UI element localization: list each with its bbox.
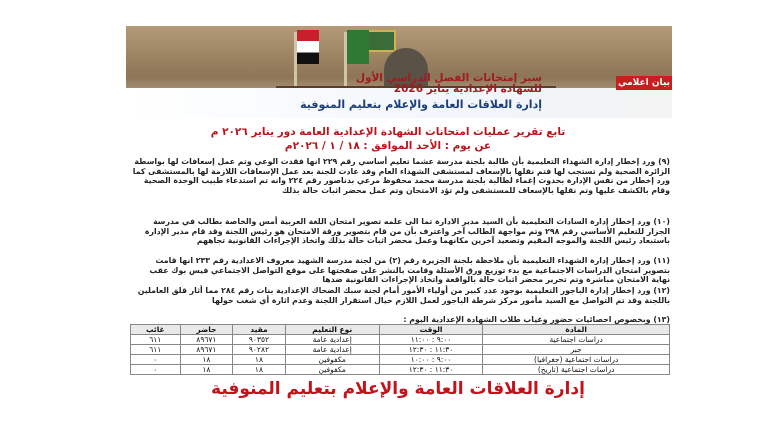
- table-cell: ٦١١: [131, 345, 181, 355]
- egypt-flag-icon: [297, 30, 319, 64]
- report-title: تابع تقرير عمليات امتحانات الشهادة الإعدادية العامة دور يناير ٢٠٢٦ م: [210, 126, 566, 138]
- news-document: [108, 26, 674, 424]
- banner-line-1: سير إمتحانات الفصل الدراسي الأول: [355, 72, 542, 84]
- table-cell: ١٨: [233, 355, 286, 365]
- green-flag-icon: [347, 30, 369, 64]
- attendance-table: [130, 324, 670, 375]
- paragraph-12: (١٢) ورد إخطار إدارة الباجور التعليمية بوجود عدد كبير من أولياء الأمور أمام لجنة سبك الضحاك الإعدادية بنات رقم ٢٨٤ مما أثار قلق العاملين باللجنة وقد تم التواصل مع السيد مأمور مركز شرطة الباجور لعمل اللازم حيال استقرار اللجنة وعدم اثارة أي شغب حولها: [137, 286, 670, 305]
- table-cell: إعدادية عامة: [285, 335, 379, 345]
- table-cell: ١٨: [180, 355, 233, 365]
- report-date: عن يوم : الأحد الموافق : ١٨ / ١ / ٢٠٢٦م: [284, 140, 492, 152]
- paragraph-11: (١١) ورد إخطار إدارة الشهداء التعليمية بأن ملاحظة بلجنة الجزيرة رقم (٢) من لجنة مدرسة الشهيد معروف الاعدادية رقم ٢٣٣ انها قامت بتصوير امتحان الدراسات الاجتماعية مع بدء توزيع ورق الأسئلة وقامت بالنشر على صفحتها على موقع التواصل الاجتماعي فيس بوك عقب نهاية الامتحان مباشرة وتم تحرير محضر اثبات حالة بالواقعة واتخاذ الإجراءات القانونية ضدها: [149, 256, 670, 285]
- table-cell: ٠: [131, 355, 181, 365]
- banner-line-2: للشهادة الإعدادية يناير 2026: [393, 83, 542, 95]
- table-cell: دراسات اجتماعية: [483, 335, 670, 345]
- table-header: مقيد: [233, 325, 286, 335]
- table-row: [131, 345, 670, 355]
- table-cell: ٩:٠٠ : ١١:٠٠: [379, 335, 483, 345]
- paragraph-9: (٩) ورد إخطار إدارة الشهداء التعليمية بأن طالبة بلجنة مدرسة عشما تعليم أساسي رقم ٢٢٩ انها فقدت الوعي وتم عمل إسعافات لها بواسطة الزائرة الصحية ولم تستجب لها فتم نقلها بالإسعاف لمستشفى الشهداء العام وقد عادت للجنة بعد عمل الإسعافات اللازمة لها بالمستشفى كما ورد إخطار من نفس الإدارة بحدوث إغماء لطالبة بلجنة مدرسة محمد محفوظ مرعي بدناصور رقم ٢٢٤ وانه تم استدعاء طبيب الوحدة الصحية وقام بالكشف عليها وتم نقلها بالإسعاف للمستشفى ولم تؤد الامتحان وتم عمل محضر اثبات حالة بذلك: [132, 157, 670, 195]
- paragraph-10: (١٠) ورد إخطار إدارة السادات التعليمية بأن السيد مدير الادارة تما الى علمه تصوير امتحان اللغة العربية أمس والخاصة بطالب في مدرسة الجزار للتعليم الأساسي رقم ٢٩٨ وتم مواجهة الطالب آخر واعترف بأن من قام بتصوير ورقة الامتحان هو رئيس اللجنة وقد قام مدير الإدارة باستبعاد رئيس اللجنة والموجه المقيم وتصعيد آخرين مكانهما وعمل محضر اثبات حالة بذلك واتخاذ الإجراءات القانونية تجاههم: [144, 217, 670, 246]
- table-cell: ١١:٣٠ : ١٢:٣٠: [379, 365, 483, 375]
- table-header: المادة: [483, 325, 670, 335]
- table-header-row: [131, 325, 670, 335]
- table-cell: دراسات اجتماعية (تاريخ): [483, 365, 670, 375]
- table-cell: ٦١١: [131, 335, 181, 345]
- table-cell: جبر: [483, 345, 670, 355]
- table-header: نوع التعليم: [285, 325, 379, 335]
- table-row: [131, 335, 670, 345]
- table-header: الوقت: [379, 325, 483, 335]
- table-cell: ١١:٣٠ : ١٢:٣٠: [379, 345, 483, 355]
- table-row: [131, 355, 670, 365]
- header-banner-photo: [126, 26, 672, 118]
- paragraph-13: (١٣) وبخصوص احصائيات حضور وغياب طلاب الشهادة الإعدادية اليوم :: [403, 315, 670, 324]
- table-cell: ٨٩٦٧١: [180, 345, 233, 355]
- table-header: حاضر: [180, 325, 233, 335]
- footer-department-name: إدارة العلاقات العامة والإعلام بتعليم المنوفية: [211, 379, 585, 399]
- wall-emblem: [366, 30, 396, 52]
- table-cell: ٩٠٢٨٢: [233, 345, 286, 355]
- table-cell: ١٨: [233, 365, 286, 375]
- table-cell: ١٨: [180, 365, 233, 375]
- table-header: غائب: [131, 325, 181, 335]
- table-cell: ٩٠٣٥٢: [233, 335, 286, 345]
- table-cell: إعدادية عامة: [285, 345, 379, 355]
- table-cell: مكفوفين: [285, 355, 379, 365]
- banner-line-3: إدارة العلاقات العامة والإعلام بتعليم المنوفية: [300, 98, 542, 111]
- table-cell: ٩:٠٠ : ١٠:٠٠: [379, 355, 483, 365]
- table-cell: ٨٩٦٧١: [180, 335, 233, 345]
- table-cell: ٠: [131, 365, 181, 375]
- table-row: [131, 365, 670, 375]
- table-cell: دراسات اجتماعية (جغرافيا): [483, 355, 670, 365]
- press-release-badge: بيان اعلامي: [618, 78, 670, 88]
- table-cell: مكفوفين: [285, 365, 379, 375]
